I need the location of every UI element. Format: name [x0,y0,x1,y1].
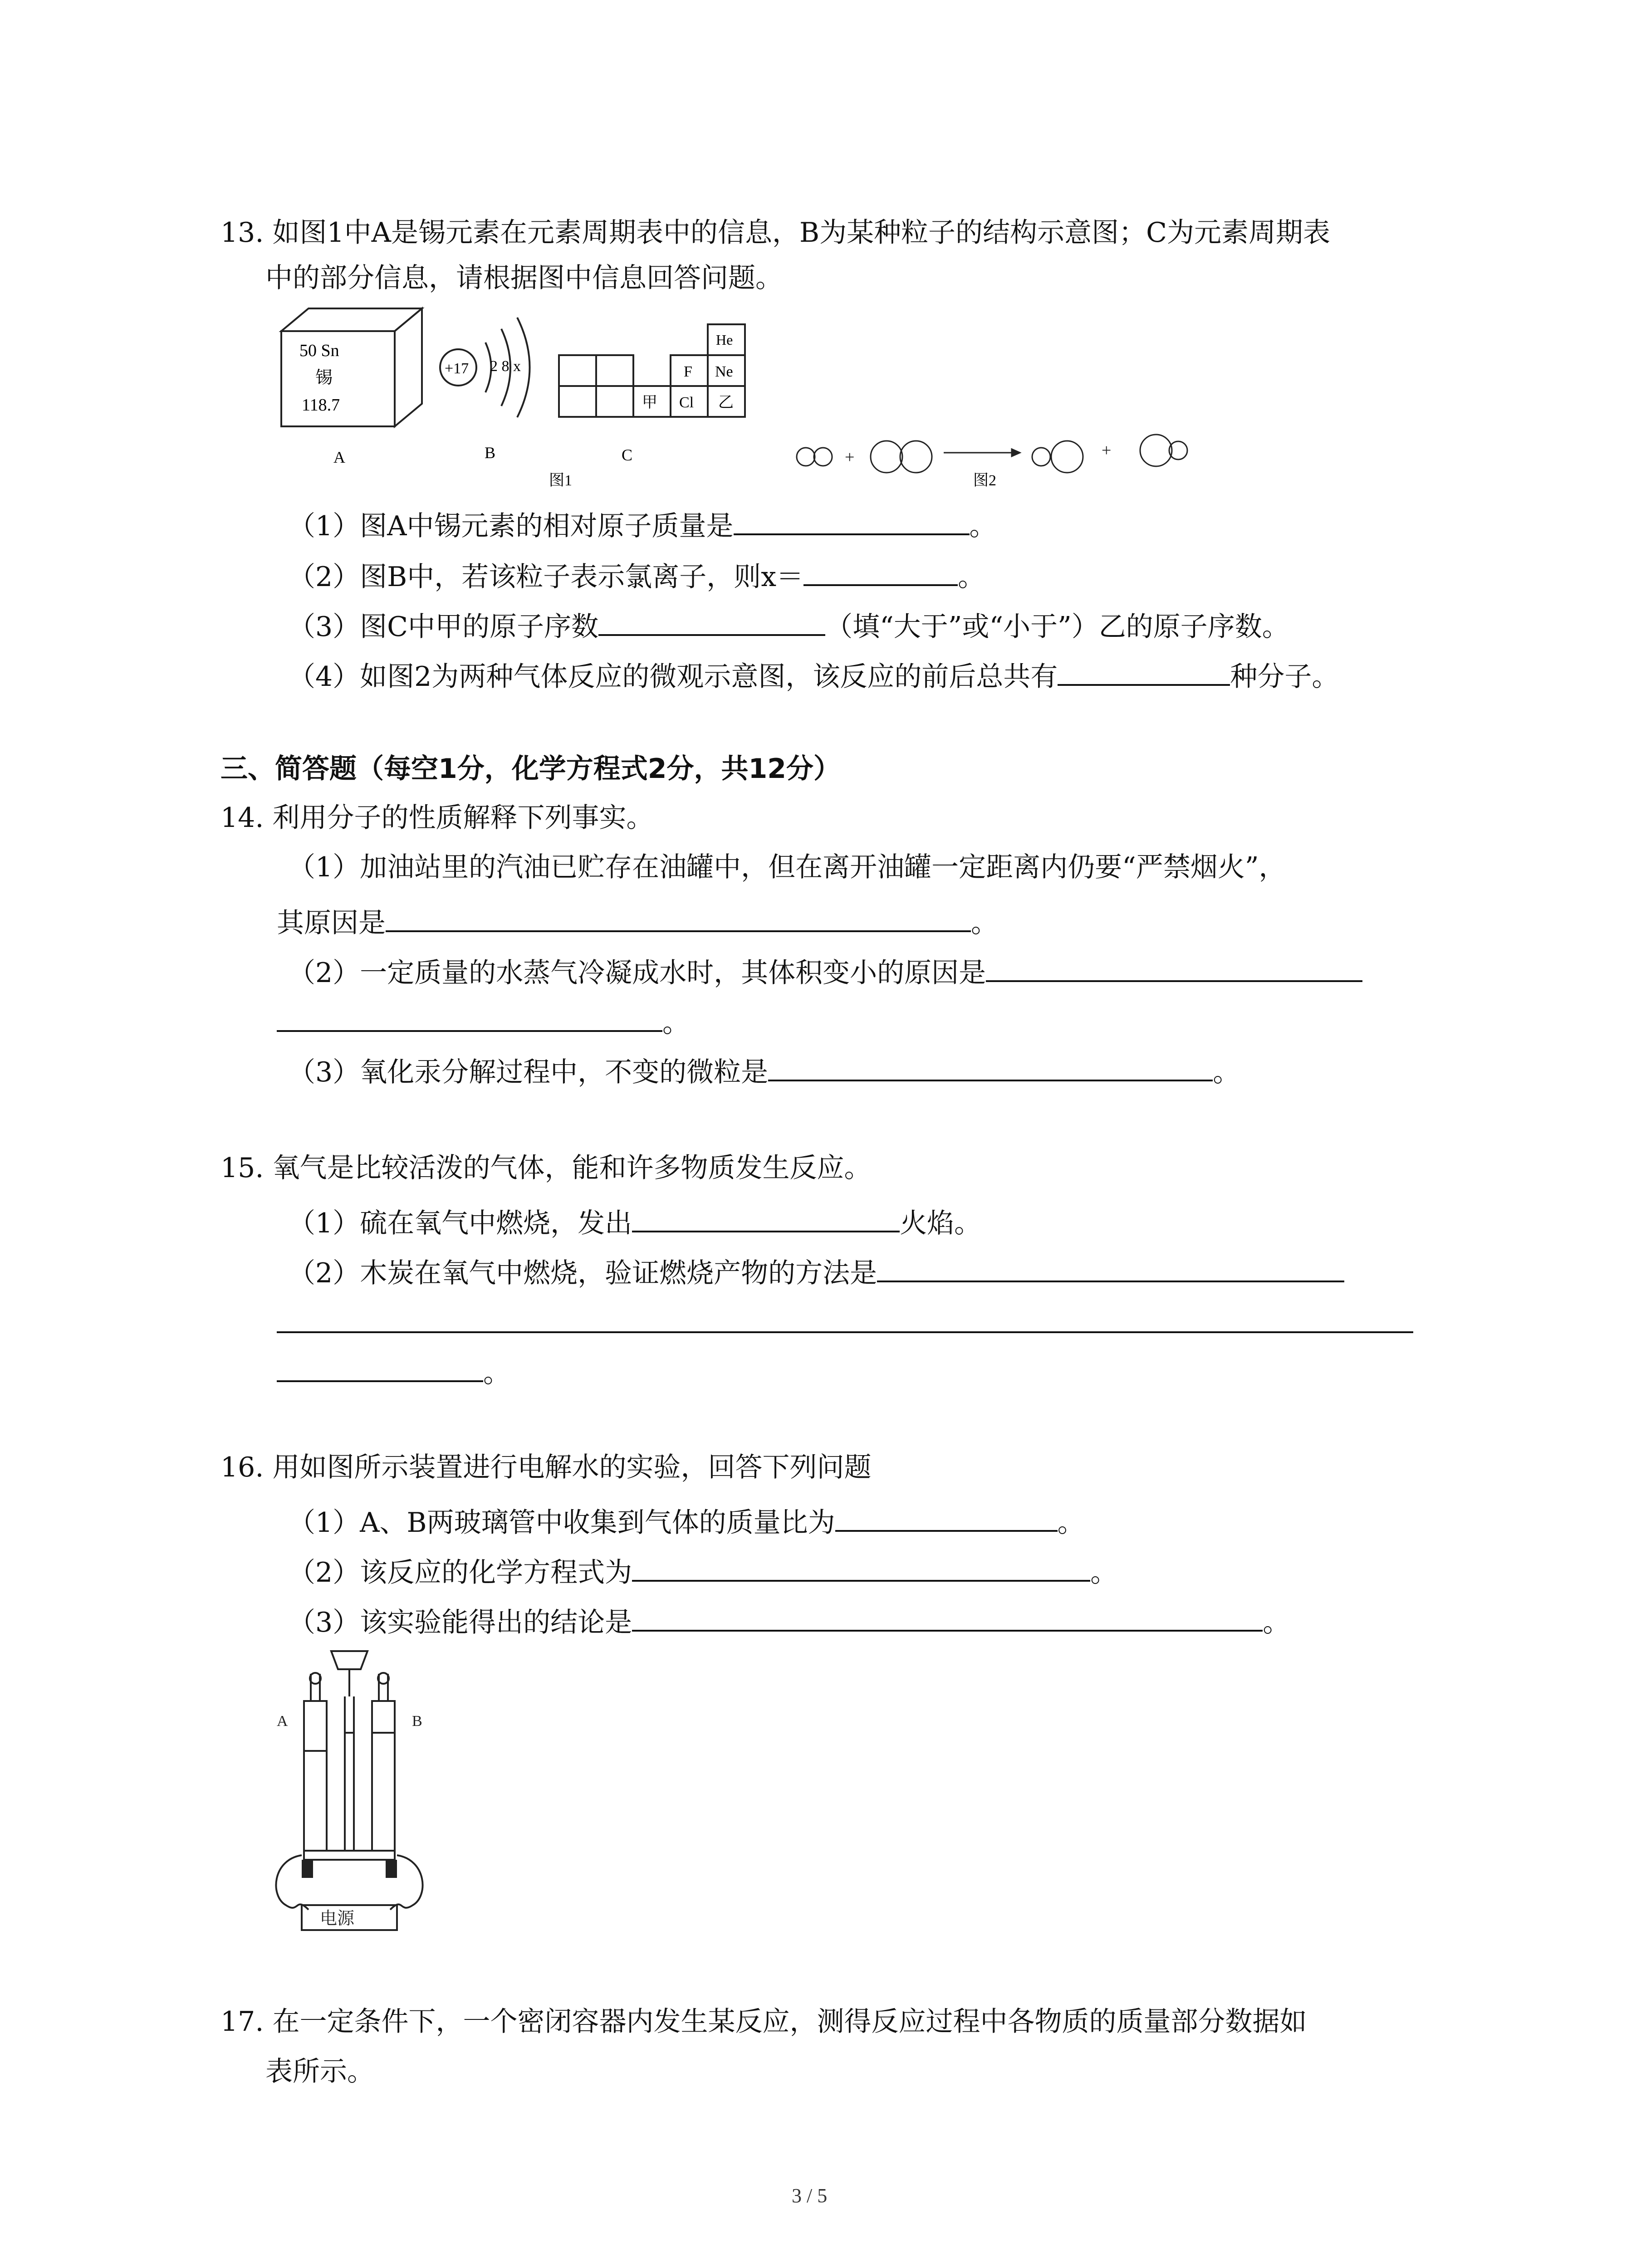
fig2-caption: 图2 [973,472,996,489]
q13-stem-line2: 中的部分信息，请根据图中信息回答问题。 [265,262,783,294]
q15-sub2-answer-blank[interactable] [877,1254,1344,1282]
q14-sub2-post: 。 [662,1007,690,1039]
electrolysis-label-a: A [277,1713,288,1730]
fig1-c-yi: 乙 [718,394,734,411]
q13-sub1-pre: （1）图A中锡元素的相对原子质量是 [288,510,734,542]
q13-sub4 [288,658,1339,693]
fig2-reaction-diagram [797,435,1187,473]
q14-sub2 [288,954,1362,987]
q16-sub3-pre: （3）该实验能得出的结论是 [288,1607,632,1638]
q16-sub2-post: 。 [1090,1557,1118,1589]
electrolysis-label-b: B [412,1713,422,1730]
electrolysis-power-source: 电源 [320,1909,355,1928]
fig1-caption: 图1 [549,472,572,489]
q13-figures [272,299,1225,503]
q13-sub1-answer-blank[interactable] [734,507,970,535]
q15-sub1-answer-blank[interactable] [632,1204,900,1232]
q13-sub2-post: 。 [958,561,985,593]
q14-sub3 [288,1053,1240,1086]
q13-sub1 [288,507,997,540]
q13-sub1-post: 。 [969,510,997,542]
fig1-a-tin-cube [281,308,422,426]
fig1-b-label: B [485,444,496,462]
q14-sub2-answer-blank[interactable] [986,954,1362,982]
q14-sub2-answer-blank-cont[interactable] [277,1004,662,1032]
q16-sub3 [288,1603,1290,1636]
q16-sub3-post: 。 [1263,1607,1290,1638]
q14-sub1-line2 [277,904,998,937]
q16-sub1-post: 。 [1057,1507,1085,1539]
q14-sub1-post: 。 [971,907,998,939]
q13-sub2-pre: （2）图B中，若该粒子表示氯离子，则x＝ [288,561,804,593]
q14-sub3-pre: （3）氧化汞分解过程中，不变的微粒是 [288,1056,769,1088]
q13-sub3-pre: （3）图C中甲的原子序数 [288,611,599,643]
q14-sub1-pre: 其原因是 [277,907,386,939]
q13-sub2-answer-blank[interactable] [803,558,958,586]
q16-sub1-answer-blank[interactable] [835,1504,1058,1532]
electrolysis-apparatus [268,1642,431,1932]
q14-sub1-answer-blank[interactable] [386,904,971,932]
q16-sub3-answer-blank[interactable] [632,1603,1263,1632]
page-number: 3 / 5 [792,2185,828,2207]
q13-sub3 [288,608,1289,643]
fig1-a-name: 锡 [315,368,333,387]
q17-stem-line1: 17. 在一定条件下，一个密闭容器内发生某反应，测得反应过程中各物质的质量部分数据如 [220,2006,1307,2038]
q15-sub2-answer-blank-cont[interactable] [277,1354,483,1382]
q16-sub2-answer-blank[interactable] [632,1554,1090,1582]
q16-stem: 16. 用如图所示装置进行电解水的实验，回答下列问题 [220,1452,872,1483]
fig1-b-ion-diagram [440,318,530,417]
q13-stem-line1: 13. 如图1中A是锡元素在元素周期表中的信息，B为某种粒子的结构示意图；C为元素周期表 [220,217,1330,249]
q15-sub1 [288,1204,981,1237]
fig1-c-he: He [716,332,733,348]
q16-sub1-pre: （1）A、B两玻璃管中收集到气体的质量比为 [288,1507,835,1539]
q14-sub3-post: 。 [1213,1056,1240,1088]
fig1-c-cl: Cl [679,394,694,411]
q13-sub4-pre: （4）如图2为两种气体反应的微观示意图，该反应的前后总共有 [288,661,1058,693]
q14-sub1-line1: （1）加油站里的汽油已贮存在油罐中，但在离开油罐一定距离内仍要“严禁烟火”， [288,851,1286,883]
q17-stem-line2: 表所示。 [265,2056,374,2087]
q15-sub2 [288,1254,1344,1287]
q13-sub2 [288,558,985,591]
q13-sub3-post: （填“大于”或“小于”）乙的原子序数。 [825,611,1289,643]
q14-stem: 14. 利用分子的性质解释下列事实。 [220,802,654,834]
fig1-c-f: F [684,363,692,380]
q14-sub2-line2 [277,1004,690,1039]
q13-sub3-answer-blank[interactable] [598,608,825,636]
svg-text:+: + [1102,441,1112,460]
q15-sub2-post: 。 [483,1357,510,1389]
q15-sub2-pre: （2）木炭在氧气中燃烧，验证燃烧产物的方法是 [288,1257,877,1289]
q16-sub1 [288,1504,1085,1539]
q15-sub2-answer-line2[interactable] [277,1331,1413,1333]
fig1-b-shells: 2 8 x [490,358,521,375]
fig1-c-label: C [622,446,633,464]
q14-sub3-answer-blank[interactable] [768,1053,1213,1081]
svg-text:+: + [845,448,855,467]
q13-sub4-answer-blank[interactable] [1058,658,1230,686]
fig1-c-ne: Ne [715,363,733,380]
q16-sub2 [288,1554,1118,1589]
fig1-a-mass: 118.7 [302,396,340,415]
fig1-b-nucleus: +17 [445,360,469,377]
q15-sub1-post: 火焰。 [900,1207,982,1239]
fig1-c-jia: 甲 [642,394,657,411]
q15-sub1-pre: （1）硫在氧气中燃烧，发出 [288,1207,632,1239]
q13-sub4-post: 种分子。 [1230,661,1339,693]
q16-sub2-pre: （2）该反应的化学方程式为 [288,1557,632,1589]
fig1-a-number-symbol: 50 Sn [299,341,339,360]
q15-stem: 15. 氧气是比较活泼的气体，能和许多物质发生反应。 [220,1152,872,1184]
section3-title: 三、简答题（每空1分，化学方程式2分，共12分） [220,753,841,785]
fig1-a-label: A [333,448,345,466]
q15-sub2-line3 [277,1354,510,1387]
q14-sub2-pre: （2）一定质量的水蒸气冷凝成水时，其体积变小的原因是 [288,957,986,989]
